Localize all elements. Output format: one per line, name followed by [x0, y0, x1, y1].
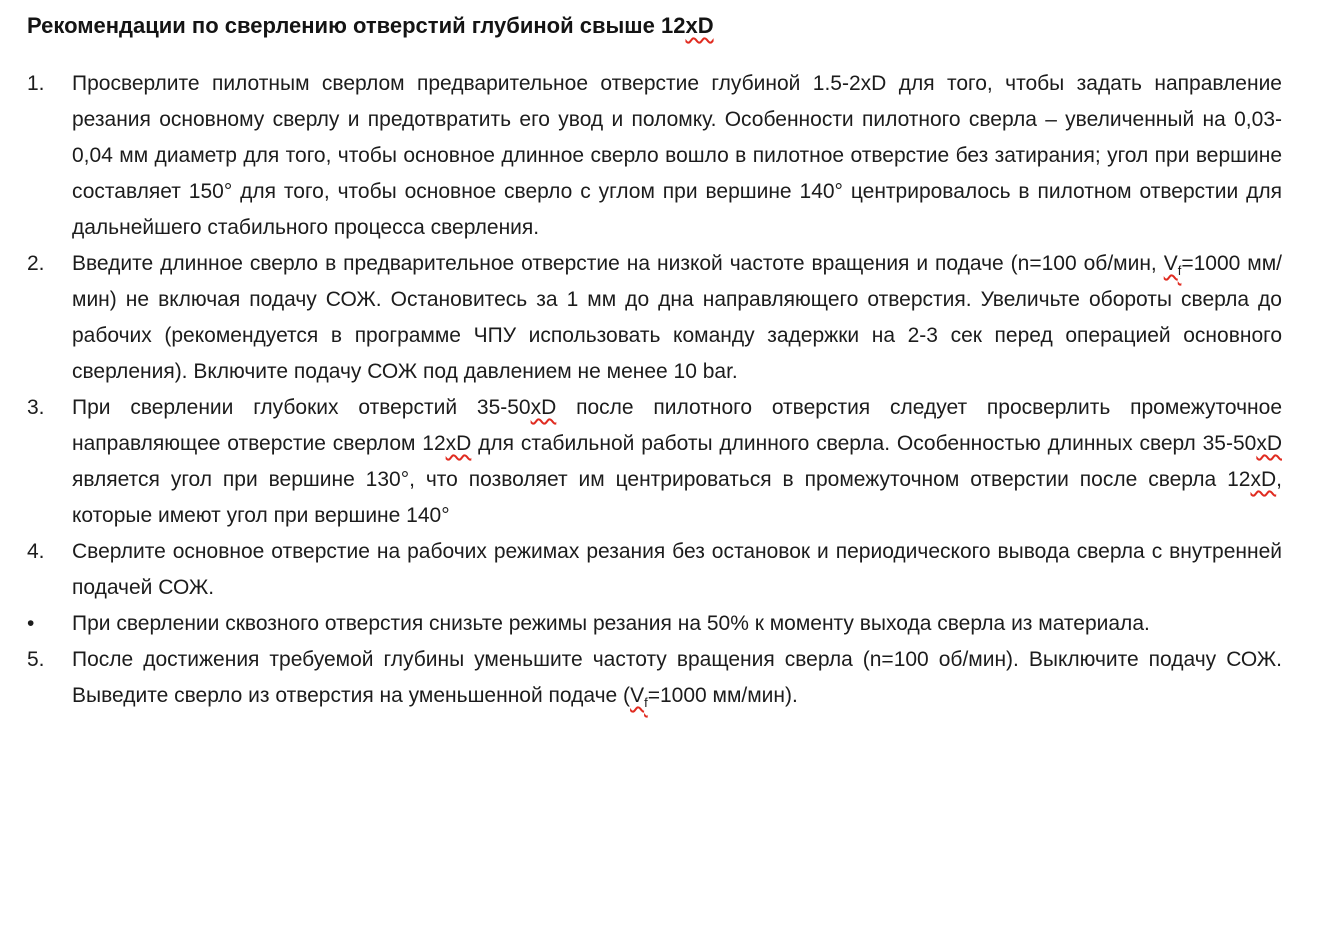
list-item-marker: 3.	[27, 396, 45, 419]
list-item-text	[72, 246, 1282, 390]
spellcheck-marked-text: xD	[445, 432, 472, 455]
text-run: Просверлите пилотным сверлом предварительное отверстие глубиной 1.5-2xD для того, чтобы задать направление резания основному сверлу и предотвратить его увод и поломку. Особенности пилотного сверла – увеличенный на 0,03-0,04 мм диаметр для того, чтобы основное длинное сверло вошло в пилотное отверстие без затирания; угол при вершине составляет 150° для того, чтобы основное сверло с углом при вершине 140° центрировалось в пилотном отверстии для дальнейшего стабильного процесса сверления.	[72, 72, 1282, 239]
list-item-text	[72, 642, 1282, 714]
spellcheck-marked-text: f	[1177, 263, 1182, 279]
list-item	[27, 642, 1282, 714]
spellcheck-marked-text: xD	[685, 13, 714, 38]
spellcheck-marked-text: V	[1163, 252, 1178, 275]
document-title	[27, 13, 1282, 39]
text-run: При сверлении глубоких отверстий 35-50	[72, 396, 531, 419]
list-item	[27, 246, 1282, 390]
list-item-marker: 1.	[27, 72, 45, 95]
text-run: При сверлении сквозного отверстия снизьте режимы резания на 50% к моменту выхода сверла из материала.	[72, 612, 1150, 635]
text-run: после пилотного отверстия следует просверлить промежуточное направляющее отверстие сверлом 12	[72, 396, 1282, 455]
text-run: для стабильной работы длинного сверла. Особенностью длинных сверл 35-50	[471, 432, 1257, 455]
spellcheck-marked-text: V	[630, 684, 645, 707]
list-item-text	[72, 534, 1282, 606]
list-item-marker: •	[27, 612, 35, 635]
text-run: , которые имеют угол при вершине 140°	[72, 468, 1282, 527]
list-item	[27, 66, 1282, 246]
text-run: Введите длинное сверло в предварительное отверстие на низкой частоте вращения и подаче (n=100 об/мин,	[72, 252, 1164, 275]
spellcheck-marked-text: xD	[530, 396, 557, 419]
text-run: Рекомендации по сверлению отверстий глубиной свыше 12	[27, 13, 686, 38]
text-run: =1000 мм/мин).	[647, 684, 798, 707]
list-item	[27, 390, 1282, 534]
list-item-marker: 2.	[27, 252, 45, 275]
recommendations-list	[27, 66, 1282, 714]
list-item	[27, 606, 1282, 642]
list-item-text	[72, 390, 1282, 534]
text-run: является угол при вершине 130°, что позволяет им центрироваться в промежуточном отверстии после сверла 12	[72, 468, 1251, 491]
list-item-text	[72, 606, 1282, 642]
list-item-marker: 5.	[27, 648, 45, 671]
text-run: =1000 мм/мин) не включая подачу СОЖ. Остановитесь за 1 мм до дна направляющего отверстия. Увеличьте обороты сверла до рабочих (рекомендуется в программе ЧПУ использовать команду задержки на 2-3 сек перед операцией основного сверления). Включите подачу СОЖ под давлением не менее 10 bar.	[72, 252, 1283, 383]
list-item	[27, 534, 1282, 606]
list-item-marker: 4.	[27, 540, 45, 563]
spellcheck-marked-text: xD	[1250, 468, 1277, 491]
spellcheck-marked-text: f	[644, 695, 648, 711]
text-run: После достижения требуемой глубины уменьшите частоту вращения сверла (n=100 об/мин). Выключите подачу СОЖ. Выведите сверло из отверстия на уменьшенной подаче (	[72, 648, 1282, 707]
spellcheck-marked-text: xD	[1256, 432, 1282, 455]
text-run: Сверлите основное отверстие на рабочих режимах резания без остановок и периодического вывода сверла с внутренней подачей СОЖ.	[72, 540, 1282, 599]
list-item-text	[72, 66, 1282, 246]
